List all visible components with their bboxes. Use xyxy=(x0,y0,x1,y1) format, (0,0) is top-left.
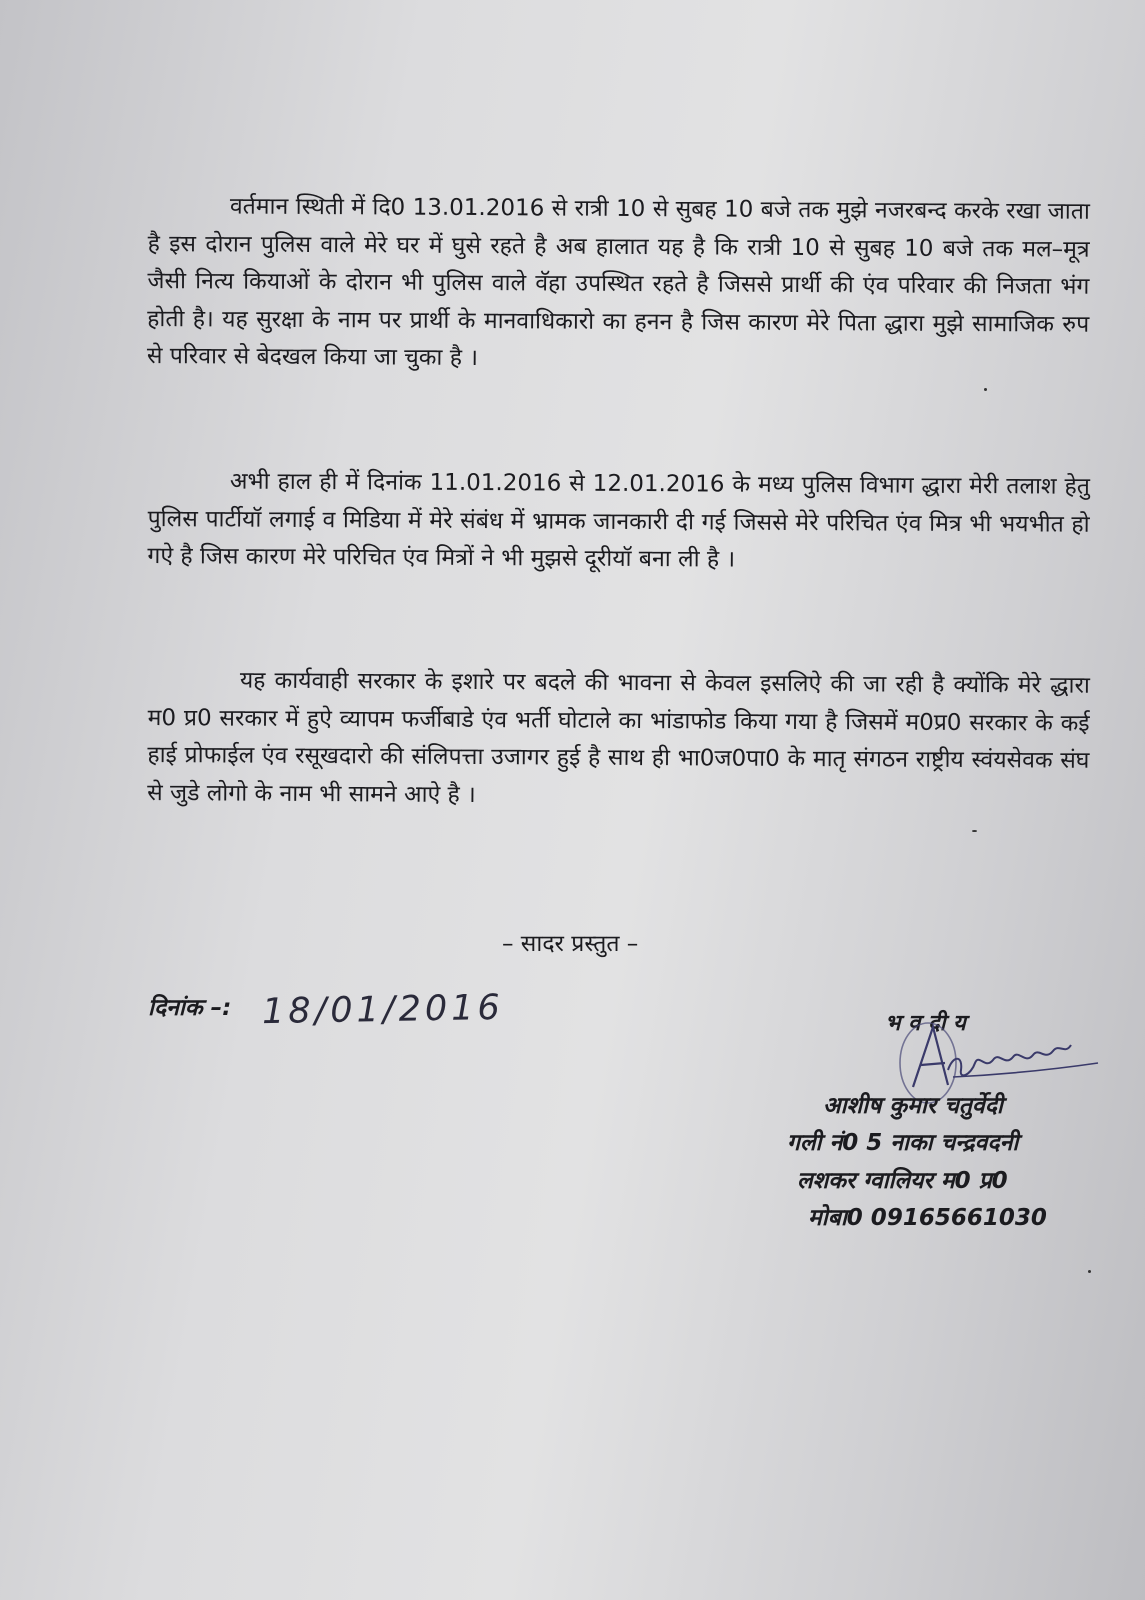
address-line-1: गली नं0 5 नाका चन्द्रवदनी xyxy=(787,1130,1019,1156)
address-line-2: लशकर ग्वालियर म0 प्र0 xyxy=(797,1168,1008,1194)
signer-name: आशीष कुमार चतुर्वेदी xyxy=(823,1093,1003,1119)
paragraph-current-situation: वर्तमान स्थिती में दि0 13.01.2016 से रात्री 10 से सुबह 10 बजे तक मुझे नजरबन्द करके रखा जाता है इस दोरान पुलिस वाले मेरे घर में घुसे रहते है अब हालात यह है कि रात्री 10 से सुबह 10 बजे तक मल–मूत्र जैसी नित्य कियाओं के दोरान भी पुलिस वाले वॅहा उपस्थित रहते है जिससे प्रार्थी की एंव परिवार की निजता भंग होती है। यह सुरक्षा के नाम पर प्रार्थी के मानवाधिकारो का हनन है जिस कारण मेरे पिता द्धारा मुझे सामाजिक रुप से परिवार से बेदखल किया जा चुका है । xyxy=(146,193,1090,372)
ink-speck xyxy=(972,830,977,832)
handwritten-date: 18/01/2016 xyxy=(261,987,505,1033)
closing-line: – सादर प्रस्तुत – xyxy=(502,931,639,957)
ink-speck xyxy=(984,388,987,391)
signature-greeting: भ व दी य xyxy=(885,1011,966,1036)
ink-speck xyxy=(1088,1270,1091,1273)
paragraph-police-search: अभी हाल ही में दिनांक 11.01.2016 से 12.01.2016 के मध्य पुलिस विभाग द्धारा मेरी तलाश हेतु पुलिस पार्टीयॉ लगाई व मिडिया में मेरे संबंध में भ्रामक जानकारी दी गई जिससे मेरे परिचित एंव मित्र भी भयभीत हो गऐ है जिस कारण मेरे परिचित एंव मित्रों ने भी मुझसे दूरीयॉ बना ली है । xyxy=(147,468,1090,573)
mobile-number: मोबा0 09165661030 xyxy=(808,1205,1047,1231)
date-label: दिनांक –: xyxy=(148,995,232,1021)
paragraph-vyapam-reason: यह कार्यवाही सरकार के इशारे पर बदले की भावना से केवल इसलिऐ की जा रही है क्योंकि मेरे द्धारा म0 प्र0 सरकार में हुऐ व्यापम फर्जीबाडे एंव भर्ती घोटाले का भांडाफोड किया गया है जिसमें म0प्र0 सरकार के कई हाई प्रोफाईल एंव रसूखदारो की संलिपत्ता उजागर हुई है साथ ही भा0ज0पा0 के मातृ संगठन राष्ट्रीय स्वंयसेवक संघ से जुडे लोगो के नाम भी सामने आऐ है । xyxy=(147,667,1090,808)
